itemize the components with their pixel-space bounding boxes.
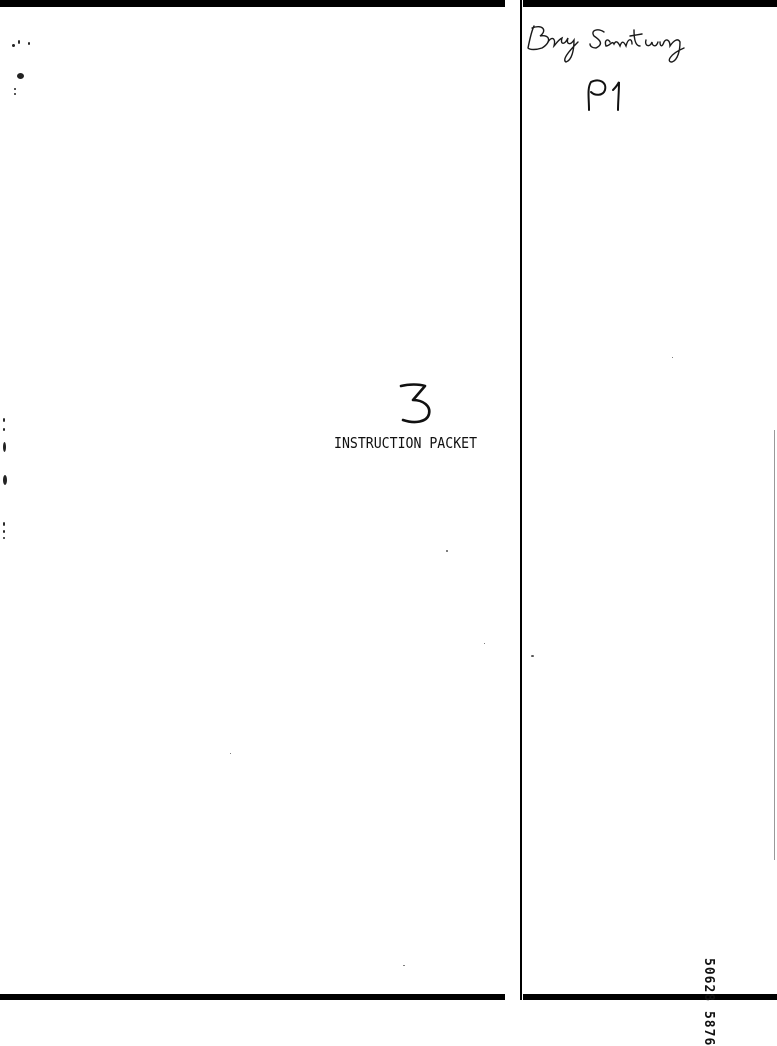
scan-artifact bbox=[18, 40, 20, 44]
scan-artifact bbox=[3, 522, 5, 526]
bottom-border-right bbox=[523, 994, 777, 1000]
scan-speck bbox=[484, 643, 485, 644]
packet-number-handwritten bbox=[395, 380, 435, 428]
scan-artifact bbox=[14, 93, 16, 95]
top-border-left bbox=[0, 0, 505, 7]
scan-edge-line bbox=[774, 430, 775, 860]
scan-speck bbox=[403, 965, 405, 966]
scan-speck bbox=[230, 753, 231, 754]
scan-artifact bbox=[14, 88, 16, 90]
scan-artifact bbox=[28, 42, 30, 45]
scan-artifact bbox=[3, 475, 7, 485]
scan-artifact bbox=[3, 442, 6, 452]
scan-speck bbox=[446, 550, 448, 552]
scan-artifact bbox=[12, 44, 15, 47]
scan-artifact bbox=[17, 73, 24, 79]
scan-speck bbox=[531, 655, 534, 657]
bottom-border-left bbox=[0, 994, 505, 1000]
handwritten-initials bbox=[583, 76, 633, 116]
handwritten-name-signature bbox=[524, 20, 704, 68]
top-border-right bbox=[523, 0, 777, 7]
scan-artifact bbox=[3, 428, 5, 431]
scan-speck bbox=[672, 357, 673, 358]
page-divider bbox=[520, 0, 522, 1000]
scan-artifact bbox=[3, 418, 5, 422]
scan-artifact bbox=[3, 530, 5, 533]
packet-title: INSTRUCTION PACKET bbox=[334, 434, 478, 452]
scan-artifact bbox=[3, 537, 5, 539]
document-id-number: 50628 5876 bbox=[701, 958, 716, 1046]
